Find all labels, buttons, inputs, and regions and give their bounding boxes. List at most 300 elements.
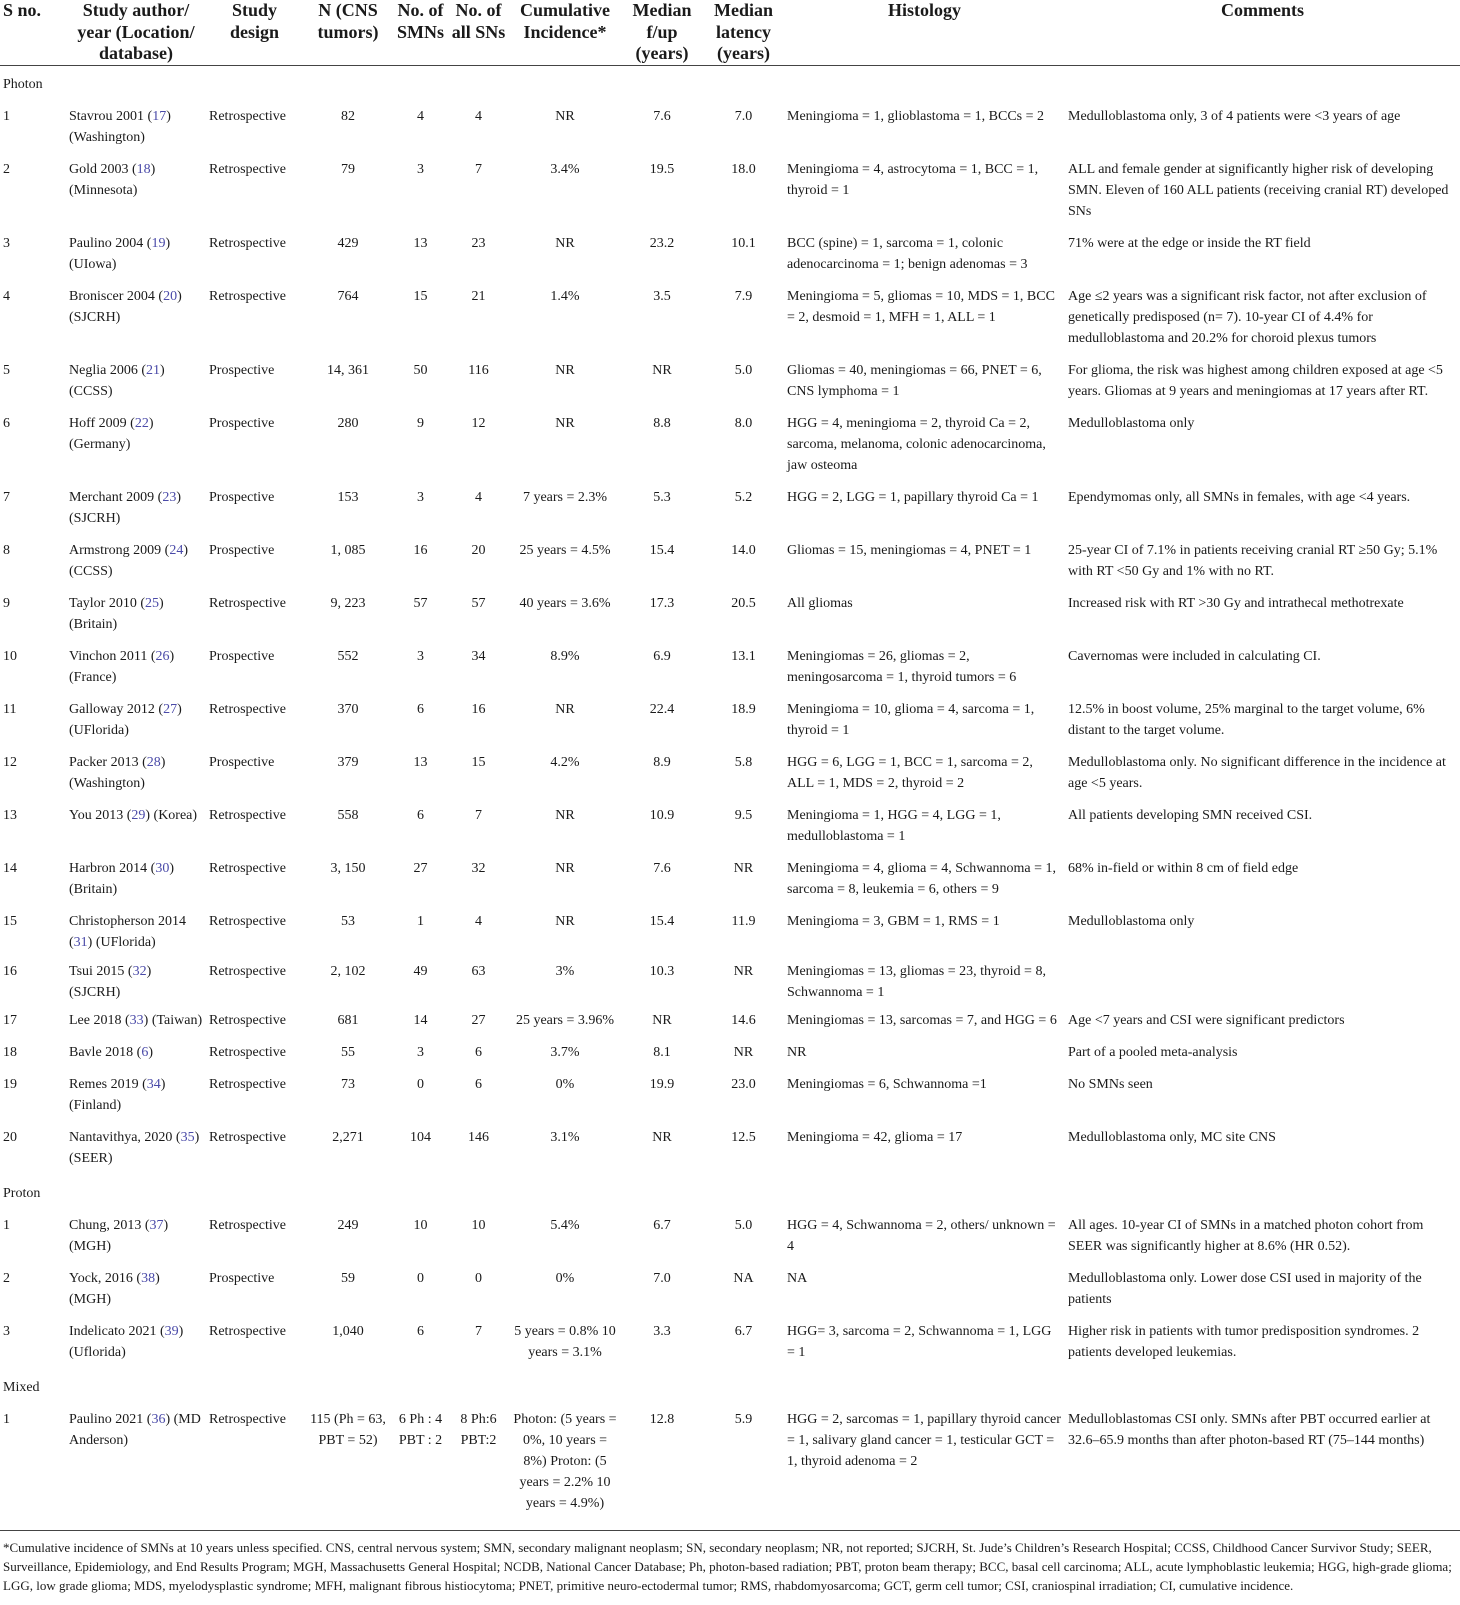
cell-design: Prospective bbox=[209, 1270, 275, 1286]
study-text: Lee 2018 ( bbox=[69, 1012, 130, 1028]
cell-histology: HGG = 4, meningioma = 2, thyroid Ca = 2, sarcoma, melanoma, colonic adenocarcinoma, jaw osteoma bbox=[787, 415, 1046, 473]
reference-link[interactable]: 19 bbox=[151, 235, 166, 251]
table-row bbox=[0, 1069, 1460, 1122]
cell-fup: 15.4 bbox=[649, 913, 675, 929]
cell-design: Retrospective bbox=[209, 595, 286, 611]
cell-histology: HGG = 2, sarcomas = 1, papillary thyroid cancer = 1, salivary gland cancer = 1, testicular GCT = 1, thyroid adenoma = 2 bbox=[787, 1411, 1061, 1469]
cell-smn: 50 bbox=[413, 362, 428, 378]
study-location: ) (Finland) bbox=[69, 1076, 166, 1113]
reference-link[interactable]: 26 bbox=[155, 648, 170, 664]
cell-n: 681 bbox=[337, 1012, 359, 1028]
cell-design: Prospective bbox=[209, 542, 275, 558]
reference-link[interactable]: 39 bbox=[164, 1323, 179, 1339]
cell-n: 55 bbox=[341, 1044, 355, 1060]
cell-smn: 6 bbox=[417, 1323, 424, 1339]
cell-design: Prospective bbox=[209, 754, 275, 770]
reference-link[interactable]: 28 bbox=[146, 754, 161, 770]
table-row bbox=[0, 1263, 1460, 1316]
cell-design: Retrospective bbox=[209, 1076, 286, 1092]
table-row bbox=[0, 1037, 1460, 1069]
cell-smn: 49 bbox=[413, 963, 428, 979]
cell-latency: 6.7 bbox=[734, 1323, 753, 1339]
cell-ci: 5 years = 0.8% 10 years = 3.1% bbox=[514, 1323, 616, 1360]
study-location: ) (MGH) bbox=[69, 1270, 160, 1307]
cell-smn: 13 bbox=[413, 754, 428, 770]
cell-sn: 12 bbox=[471, 415, 486, 431]
cell-sn: 4 bbox=[475, 489, 482, 505]
cell-smn: 1 bbox=[417, 913, 424, 929]
table-row bbox=[0, 1005, 1460, 1037]
cell-histology: Meningiomas = 6, Schwannoma =1 bbox=[787, 1076, 987, 1092]
cell-study bbox=[66, 1037, 206, 1069]
cell-study bbox=[66, 228, 206, 281]
study-location: ) (Washington) bbox=[69, 108, 171, 145]
cell-smn: 6 bbox=[417, 701, 424, 717]
study-text: Paulino 2021 ( bbox=[69, 1411, 152, 1427]
cell-ci: 1.4% bbox=[550, 288, 580, 304]
table-row bbox=[0, 101, 1460, 154]
cell-sn: 32 bbox=[471, 860, 486, 876]
reference-link[interactable]: 23 bbox=[162, 489, 177, 505]
cell-fup: 7.6 bbox=[653, 108, 671, 124]
study-text: Tsui 2015 ( bbox=[69, 963, 133, 979]
table-row bbox=[0, 959, 1460, 1005]
cell-latency: 10.1 bbox=[731, 235, 756, 251]
section-label: Mixed bbox=[3, 1379, 40, 1395]
table-row bbox=[0, 281, 1460, 355]
cell-comments: All patients developing SMN received CSI. bbox=[1068, 807, 1313, 823]
cell-histology: HGG = 4, Schwannoma = 2, others/ unknown = 4 bbox=[787, 1217, 1056, 1254]
section-row bbox=[0, 65, 1460, 101]
cell-study bbox=[66, 694, 206, 747]
cell-design: Retrospective bbox=[209, 235, 286, 251]
footnote: *Cumulative incidence of SMNs at 10 years unless specified. CNS, central nervous system; SMN, secondary malignant neoplasm; SN, secondary neoplasm; NR, not reported; SJCRH, St. Jude’s Children’s Research Hospital; CCSS, Childhood Cancer Survivor Study; SEER, Surveillance, Epidemiology, and End Results Program; MGH, Massachusetts General Hospital; NCDB, National Cancer Database; Ph, photon-based radiation; PBT, proton beam therapy; BCC, basal cell carcinoma; ALL, acute lymphoblastic leukemia; HGG, high-grade glioma; LGG, low grade glioma; MDS, myelodysplastic syndrome; MFH, malignant fibrous histiocytoma; PNET, primitive neuro-ectodermal tumor; RMS, rhabdomyosarcoma; GCT, germ cell tumor; CSI, craniospinal irradiation; CI, cumulative incidence. bbox=[0, 1530, 1460, 1595]
cell-study bbox=[66, 281, 206, 355]
cell-smn: 3 bbox=[417, 489, 424, 505]
cell-histology: Meningioma = 4, astrocytoma = 1, BCC = 1, thyroid = 1 bbox=[787, 161, 1039, 198]
reference-link[interactable]: 32 bbox=[132, 963, 147, 979]
cell-comments: For glioma, the risk was highest among children exposed at age <5 years. Gliomas at 9 years and meningiomas at 17 years after RT. bbox=[1068, 362, 1443, 399]
cell-latency: 11.9 bbox=[731, 913, 756, 929]
cell-latency: NR bbox=[733, 860, 754, 876]
cell-sno: 2 bbox=[3, 1270, 10, 1286]
cell-ci: NR bbox=[555, 701, 575, 717]
cell-sno: 8 bbox=[3, 542, 10, 558]
study-location: ) (MGH) bbox=[69, 1217, 169, 1254]
table-row bbox=[0, 853, 1460, 906]
cell-design: Prospective bbox=[209, 489, 275, 505]
header-study: Study author/ year (Location/ database) bbox=[77, 0, 195, 63]
table-row bbox=[0, 800, 1460, 853]
cell-ci: NR bbox=[555, 235, 575, 251]
cell-sno: 12 bbox=[3, 754, 17, 770]
cell-comments: Age ≤2 years was a significant risk factor, not after exclusion of genetically predisposed (n= 7). 10-year CI of 4.4% for medulloblastoma and 20.2% for choroid plexus tumors bbox=[1068, 288, 1427, 346]
reference-link[interactable]: 20 bbox=[163, 288, 178, 304]
reference-link[interactable]: 22 bbox=[134, 415, 149, 431]
study-location: ) (Taiwan) bbox=[143, 1012, 203, 1028]
section-label: Photon bbox=[3, 76, 43, 92]
cell-fup: NR bbox=[652, 362, 672, 378]
study-text: Hoff 2009 ( bbox=[69, 415, 135, 431]
cell-study bbox=[66, 1005, 206, 1037]
cell-n: 2,271 bbox=[332, 1129, 364, 1145]
cell-sno: 10 bbox=[3, 648, 17, 664]
cell-sno: 15 bbox=[3, 913, 17, 929]
cell-design: Retrospective bbox=[209, 1044, 286, 1060]
reference-link[interactable]: 6 bbox=[141, 1044, 149, 1060]
cell-latency: 14.0 bbox=[731, 542, 756, 558]
cell-latency: 5.2 bbox=[734, 489, 753, 505]
cell-ci: 4.2% bbox=[550, 754, 580, 770]
cell-study bbox=[66, 154, 206, 228]
reference-link[interactable]: 25 bbox=[145, 595, 160, 611]
cell-comments: Medulloblastoma only. Lower dose CSI used in majority of the patients bbox=[1068, 1270, 1422, 1307]
cell-sn: 4 bbox=[475, 913, 482, 929]
section-row bbox=[0, 1175, 1460, 1210]
cell-sno: 7 bbox=[3, 489, 10, 505]
cell-n: 3, 150 bbox=[330, 860, 366, 876]
section-row bbox=[0, 1369, 1460, 1404]
cell-comments: Medulloblastoma only, 3 of 4 patients were <3 years of age bbox=[1068, 108, 1401, 124]
cell-histology: Meningioma = 1, HGG = 4, LGG = 1, medulloblastoma = 1 bbox=[787, 807, 1001, 844]
cell-sno: 3 bbox=[3, 1323, 10, 1339]
header-smn: No. of SMNs bbox=[396, 0, 444, 42]
cell-study bbox=[66, 800, 206, 853]
study-text: Armstrong 2009 ( bbox=[69, 542, 170, 558]
cell-smn: 15 bbox=[413, 288, 428, 304]
study-location: ) (SJCRH) bbox=[69, 963, 152, 1000]
header-comments: Comments bbox=[1221, 0, 1304, 20]
cell-histology: Meningioma = 5, gliomas = 10, MDS = 1, BCC = 2, desmoid = 1, MFH = 1, ALL = 1 bbox=[787, 288, 1055, 325]
cell-n: 82 bbox=[341, 108, 355, 124]
study-text: Vinchon 2011 ( bbox=[69, 648, 156, 664]
cell-latency: NA bbox=[733, 1270, 754, 1286]
reference-link[interactable]: 24 bbox=[169, 542, 184, 558]
cell-comments bbox=[1065, 959, 1460, 1005]
cell-sn: 7 bbox=[475, 807, 482, 823]
cell-study bbox=[66, 1069, 206, 1122]
study-text: Christopherson 2014 ( bbox=[69, 913, 187, 950]
cell-comments: Medulloblastoma only bbox=[1068, 415, 1195, 431]
cell-smn: 0 bbox=[417, 1270, 424, 1286]
cell-fup: 10.9 bbox=[649, 807, 675, 823]
cell-comments: 25-year CI of 7.1% in patients receiving cranial RT ≥50 Gy; 5.1% with RT <50 Gy and 1% with no RT. bbox=[1068, 542, 1438, 579]
cell-sn: 7 bbox=[475, 161, 482, 177]
reference-link[interactable]: 38 bbox=[141, 1270, 156, 1286]
cell-sno: 6 bbox=[3, 415, 10, 431]
study-location: ) (Germany) bbox=[69, 415, 154, 452]
cell-sn: 146 bbox=[468, 1129, 489, 1145]
cell-fup: 10.3 bbox=[649, 963, 675, 979]
cell-sn: 20 bbox=[471, 542, 486, 558]
cell-histology: HGG = 6, LGG = 1, BCC = 1, sarcoma = 2, ALL = 1, MDS = 2, thyroid = 2 bbox=[787, 754, 1033, 791]
table-row bbox=[0, 535, 1460, 588]
cell-n: 379 bbox=[337, 754, 359, 770]
cell-ci: 25 years = 3.96% bbox=[515, 1012, 615, 1028]
cell-n: 370 bbox=[337, 701, 359, 717]
cell-smn: 0 bbox=[417, 1076, 424, 1092]
cell-n: 429 bbox=[337, 235, 359, 251]
study-location: ) (Britain) bbox=[69, 860, 174, 897]
cell-design: Prospective bbox=[209, 648, 275, 664]
cell-sno: 3 bbox=[3, 235, 10, 251]
table-row bbox=[0, 1210, 1460, 1263]
reference-link[interactable]: 30 bbox=[155, 860, 170, 876]
cell-sno: 17 bbox=[3, 1012, 17, 1028]
cell-latency: 13.1 bbox=[731, 648, 756, 664]
cell-sn: 16 bbox=[471, 701, 486, 717]
reference-link[interactable]: 37 bbox=[149, 1217, 164, 1233]
cell-histology: HGG = 2, LGG = 1, papillary thyroid Ca = 1 bbox=[787, 489, 1039, 505]
cell-smn: 3 bbox=[417, 648, 424, 664]
cell-sn: 63 bbox=[471, 963, 486, 979]
cell-histology: All gliomas bbox=[787, 595, 853, 611]
cell-sno: 4 bbox=[3, 288, 10, 304]
cell-fup: 7.6 bbox=[653, 860, 671, 876]
table-footer bbox=[0, 1530, 1460, 1595]
cell-ci: NR bbox=[555, 913, 575, 929]
cell-sn: 6 bbox=[475, 1076, 482, 1092]
cell-sn: 8 Ph:6 PBT:2 bbox=[460, 1411, 497, 1448]
cell-design: Prospective bbox=[209, 415, 275, 431]
table-row bbox=[0, 408, 1460, 482]
cell-smn: 13 bbox=[413, 235, 428, 251]
cell-study bbox=[66, 853, 206, 906]
cell-comments: Increased risk with RT >30 Gy and intrathecal methotrexate bbox=[1068, 595, 1404, 611]
cell-latency: 5.9 bbox=[734, 1411, 753, 1427]
cell-design: Retrospective bbox=[209, 860, 286, 876]
cell-design: Prospective bbox=[209, 362, 275, 378]
table-row bbox=[0, 154, 1460, 228]
cell-design: Retrospective bbox=[209, 1012, 286, 1028]
reference-link[interactable]: 31 bbox=[73, 934, 88, 950]
cell-n: 280 bbox=[337, 415, 359, 431]
study-text: Packer 2013 ( bbox=[69, 754, 147, 770]
cell-study bbox=[66, 1404, 206, 1531]
reference-link[interactable]: 18 bbox=[136, 161, 151, 177]
study-location: ) (SJCRH) bbox=[69, 489, 181, 526]
cell-latency: NR bbox=[733, 963, 754, 979]
cell-histology: Meningioma = 42, glioma = 17 bbox=[787, 1129, 963, 1145]
cell-fup: 3.5 bbox=[653, 288, 671, 304]
cell-design: Retrospective bbox=[209, 1411, 286, 1427]
cell-latency: NR bbox=[733, 1044, 754, 1060]
reference-link[interactable]: 17 bbox=[152, 108, 167, 124]
section-label: Proton bbox=[3, 1185, 41, 1201]
cell-sn: 57 bbox=[471, 595, 486, 611]
reference-link[interactable]: 33 bbox=[129, 1012, 144, 1028]
study-text: Paulino 2004 ( bbox=[69, 235, 152, 251]
cell-smn: 6 Ph : 4 PBT : 2 bbox=[398, 1411, 443, 1448]
study-text: Remes 2019 ( bbox=[69, 1076, 147, 1092]
cell-study bbox=[66, 482, 206, 535]
header-latency: Median latency (years) bbox=[713, 0, 773, 63]
study-location: ) (Korea) bbox=[145, 807, 198, 823]
cell-comments: ALL and female gender at significantly higher risk of developing SMN. Eleven of 160 ALL patients (receiving cranial RT) developed SNs bbox=[1068, 161, 1449, 219]
cell-sn: 34 bbox=[471, 648, 486, 664]
reference-link[interactable]: 35 bbox=[180, 1129, 195, 1145]
cell-comments: Cavernomas were included in calculating CI. bbox=[1068, 648, 1321, 664]
header-fup: Median f/up (years) bbox=[632, 0, 692, 63]
study-location: ) (CCSS) bbox=[69, 362, 165, 399]
reference-link[interactable]: 21 bbox=[145, 362, 160, 378]
table-row bbox=[0, 906, 1460, 959]
cell-study bbox=[66, 101, 206, 154]
cell-n: 2, 102 bbox=[330, 963, 366, 979]
cell-study bbox=[66, 1263, 206, 1316]
cell-ci: 8.9% bbox=[550, 648, 580, 664]
cell-smn: 57 bbox=[413, 595, 428, 611]
cell-histology: NA bbox=[787, 1270, 808, 1286]
cell-fup: 8.9 bbox=[653, 754, 671, 770]
study-location: ) (SEER) bbox=[69, 1129, 200, 1166]
cell-sn: 21 bbox=[471, 288, 486, 304]
reference-link[interactable]: 29 bbox=[131, 807, 146, 823]
cell-comments: Part of a pooled meta-analysis bbox=[1068, 1044, 1238, 1060]
cell-n: 14, 361 bbox=[327, 362, 369, 378]
study-location: ) (MD Anderson) bbox=[69, 1411, 201, 1448]
cell-sno: 19 bbox=[3, 1076, 17, 1092]
cell-comments: No SMNs seen bbox=[1068, 1076, 1153, 1092]
cell-study bbox=[66, 1122, 206, 1175]
study-location: ) (Britain) bbox=[69, 595, 164, 632]
cell-sno: 1 bbox=[3, 108, 10, 124]
header-row bbox=[0, 0, 1460, 65]
cell-ci: 7 years = 2.3% bbox=[522, 489, 608, 505]
table-body bbox=[0, 65, 1460, 1530]
study-location: ) (SJCRH) bbox=[69, 288, 182, 325]
cell-latency: 5.8 bbox=[734, 754, 753, 770]
cell-n: 73 bbox=[341, 1076, 355, 1092]
cell-ci: NR bbox=[555, 362, 575, 378]
cell-n: 53 bbox=[341, 913, 355, 929]
table-row bbox=[0, 355, 1460, 408]
header-histology: Histology bbox=[887, 0, 961, 20]
table-row bbox=[0, 1316, 1460, 1369]
cell-design: Retrospective bbox=[209, 108, 286, 124]
study-text: Neglia 2006 ( bbox=[69, 362, 146, 378]
cell-ci: 3.7% bbox=[550, 1044, 580, 1060]
cell-sno: 1 bbox=[3, 1411, 10, 1427]
study-location: ) (CCSS) bbox=[69, 542, 188, 579]
cell-latency: 18.0 bbox=[731, 161, 756, 177]
cell-smn: 104 bbox=[410, 1129, 431, 1145]
cell-latency: 20.5 bbox=[731, 595, 756, 611]
reference-link[interactable]: 36 bbox=[151, 1411, 166, 1427]
study-text: Chung, 2013 ( bbox=[69, 1217, 150, 1233]
cell-comments: Higher risk in patients with tumor predisposition syndromes. 2 patients developed leukemias. bbox=[1068, 1323, 1420, 1360]
study-text: Bavle 2018 ( bbox=[69, 1044, 142, 1060]
cell-study bbox=[66, 959, 206, 1005]
cell-sn: 15 bbox=[471, 754, 486, 770]
cell-comments: 12.5% in boost volume, 25% marginal to the target volume, 6% distant to the target volume. bbox=[1068, 701, 1425, 738]
cell-latency: 18.9 bbox=[731, 701, 756, 717]
header-sno: S no. bbox=[3, 0, 42, 20]
cell-design: Retrospective bbox=[209, 161, 286, 177]
cell-histology: Meningiomas = 13, gliomas = 23, thyroid = 8, Schwannoma = 1 bbox=[787, 963, 1046, 1000]
cell-comments: Age <7 years and CSI were significant predictors bbox=[1068, 1012, 1345, 1028]
cell-study bbox=[66, 1210, 206, 1263]
cell-smn: 6 bbox=[417, 807, 424, 823]
cell-study bbox=[66, 747, 206, 800]
cell-sn: 4 bbox=[475, 108, 482, 124]
study-text: Stavrou 2001 ( bbox=[69, 108, 153, 124]
cell-ci: NR bbox=[555, 807, 575, 823]
cell-latency: 14.6 bbox=[731, 1012, 756, 1028]
cell-fup: 8.8 bbox=[653, 415, 671, 431]
cell-sn: 6 bbox=[475, 1044, 482, 1060]
cell-smn: 3 bbox=[417, 1044, 424, 1060]
study-location: ) (France) bbox=[69, 648, 175, 685]
cell-comments: Ependymomas only, all SMNs in females, with age <4 years. bbox=[1068, 489, 1411, 505]
cell-smn: 16 bbox=[413, 542, 428, 558]
cell-latency: 5.0 bbox=[734, 362, 753, 378]
cell-ci: 5.4% bbox=[550, 1217, 580, 1233]
cell-n: 115 (Ph = 63, PBT = 52) bbox=[310, 1411, 386, 1448]
cell-histology: Meningiomas = 13, sarcomas = 7, and HGG = 6 bbox=[787, 1012, 1057, 1028]
cell-sn: 0 bbox=[475, 1270, 482, 1286]
study-location: ) (Uflorida) bbox=[69, 1323, 184, 1360]
cell-smn: 4 bbox=[417, 108, 424, 124]
table-row bbox=[0, 482, 1460, 535]
cell-sn: 7 bbox=[475, 1323, 482, 1339]
cell-study bbox=[66, 588, 206, 641]
reference-link[interactable]: 27 bbox=[163, 701, 178, 717]
cell-comments: 71% were at the edge or inside the RT field bbox=[1068, 235, 1311, 251]
header-sn: No. of all SNs bbox=[451, 0, 506, 42]
cell-sno: 14 bbox=[3, 860, 17, 876]
cell-smn: 14 bbox=[413, 1012, 428, 1028]
cell-histology: BCC (spine) = 1, sarcoma = 1, colonic adenocarcinoma = 1; benign adenomas = 3 bbox=[787, 235, 1028, 272]
cell-ci: Photon: (5 years = 0%, 10 years = 8%) Proton: (5 years = 2.2% 10 years = 4.9%) bbox=[513, 1411, 617, 1511]
cell-n: 1,040 bbox=[332, 1323, 364, 1339]
study-location: ) (UFlorida) bbox=[69, 701, 182, 738]
cell-fup: NR bbox=[652, 1129, 672, 1145]
cell-sn: 10 bbox=[471, 1217, 486, 1233]
cell-sno: 9 bbox=[3, 595, 10, 611]
cell-fup: 8.1 bbox=[653, 1044, 671, 1060]
cell-n: 153 bbox=[337, 489, 359, 505]
study-text: You 2013 ( bbox=[69, 807, 132, 823]
study-location: ) (UIowa) bbox=[69, 235, 171, 272]
cell-n: 79 bbox=[341, 161, 355, 177]
table-row bbox=[0, 694, 1460, 747]
cell-fup: 15.4 bbox=[649, 542, 675, 558]
cell-sn: 27 bbox=[471, 1012, 486, 1028]
cell-sno: 20 bbox=[3, 1129, 17, 1145]
cell-design: Retrospective bbox=[209, 288, 286, 304]
cell-ci: 0% bbox=[555, 1270, 575, 1286]
cell-smn: 3 bbox=[417, 161, 424, 177]
cell-design: Retrospective bbox=[209, 913, 286, 929]
cell-design: Retrospective bbox=[209, 701, 286, 717]
cell-comments: 68% in-field or within 8 cm of field edge bbox=[1068, 860, 1299, 876]
reference-link[interactable]: 34 bbox=[146, 1076, 161, 1092]
cell-latency: 23.0 bbox=[731, 1076, 756, 1092]
study-text: Nantavithya, 2020 ( bbox=[69, 1129, 181, 1145]
table-row bbox=[0, 747, 1460, 800]
table-row bbox=[0, 641, 1460, 694]
cell-ci: 0% bbox=[555, 1076, 575, 1092]
study-location: ) (UFlorida) bbox=[87, 934, 156, 950]
cell-design: Retrospective bbox=[209, 1323, 286, 1339]
cell-histology: Meningioma = 3, GBM = 1, RMS = 1 bbox=[787, 913, 1000, 929]
study-text: Merchant 2009 ( bbox=[69, 489, 163, 505]
cell-design: Retrospective bbox=[209, 1129, 286, 1145]
cell-n: 59 bbox=[341, 1270, 355, 1286]
cell-sno: 16 bbox=[3, 963, 17, 979]
header-n: N (CNS tumors) bbox=[317, 0, 379, 42]
